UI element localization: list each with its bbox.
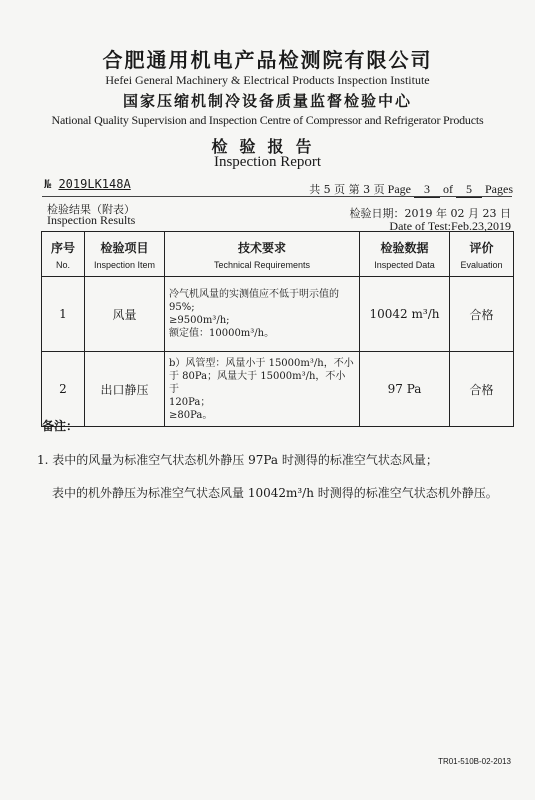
results-table <box>41 231 514 427</box>
table-row <box>42 277 514 352</box>
test-date-cn: 检验日期：2019 年 02 月 23 日 <box>349 207 511 220</box>
col-header-requirements: 技术要求 Technical Requirements <box>165 232 360 277</box>
page-label: Page <box>387 182 411 196</box>
cell-no: 2 <box>42 352 85 427</box>
institute-name-cn: 合肥通用机电产品检测院有限公司 <box>102 48 433 72</box>
cell-evaluation: 合格 <box>450 277 514 352</box>
report-number-prefix: № <box>44 177 59 191</box>
table-header-row <box>42 232 514 277</box>
cell-evaluation: 合格 <box>450 352 514 427</box>
col-header-data: 检验数据 Inspected Data <box>360 232 450 277</box>
report-number <box>44 177 131 191</box>
cell-data: 97 Pa <box>360 352 450 427</box>
cell-data: 10042 m³/h <box>360 277 450 352</box>
notes-label: 备注： <box>42 419 79 433</box>
report-number-value: 2019LK148A <box>58 177 131 191</box>
cell-requirements: b）风管型：风量小于 15000m³/h，不小 于 80Pa；风量大于 15000m³/h，不小于 120Pa； ≥80Pa。 <box>165 352 360 427</box>
report-title-en: Inspection Report <box>213 154 322 170</box>
form-code: TR01-510B-02-2013 <box>438 757 511 766</box>
center-name-en: National Quality Supervision and Inspection Centre of Compressor and Refrigerator Products <box>51 113 484 127</box>
total-pages: 5 <box>456 182 482 198</box>
header-divider <box>42 196 512 197</box>
center-name-cn: 国家压缩机制冷设备质量监督检验中心 <box>122 92 412 110</box>
col-header-item: 检验项目 Inspection Item <box>85 232 165 277</box>
pagination-cn: 共 5 页 第 3 页 <box>309 183 385 196</box>
results-title-en: Inspection Results <box>47 213 136 227</box>
current-page: 3 <box>414 182 440 198</box>
cell-item: 风量 <box>85 277 165 352</box>
cell-item: 出口静压 <box>85 352 165 427</box>
cell-no: 1 <box>42 277 85 352</box>
col-header-no: 序号 No. <box>42 232 85 277</box>
test-date-en: Date of Test:Feb.23,2019 <box>389 219 511 233</box>
results-title-cn: 检验结果（附表） <box>47 203 135 216</box>
of-label: of <box>443 182 453 196</box>
report-title-cn: 检验报告 <box>211 137 324 156</box>
col-header-evaluation: 评价 Evaluation <box>450 232 514 277</box>
note-line-2: 表中的机外静压为标准空气状态风量 10042m³/h 时测得的标准空气状态机外静压。 <box>52 486 498 500</box>
institute-name-en: Hefei General Machinery & Electrical Products Inspection Institute <box>105 73 430 87</box>
cell-requirements: 冷气机风量的实测值应不低于明示值的 95%; ≥9500m³/h; 额定值：10000m³/h。 <box>165 277 360 352</box>
pages-label: Pages <box>485 182 513 196</box>
table-row <box>42 352 514 427</box>
note-line-1: 1. 表中的风量为标准空气状态机外静压 97Pa 时测得的标准空气状态风量； <box>37 453 438 467</box>
